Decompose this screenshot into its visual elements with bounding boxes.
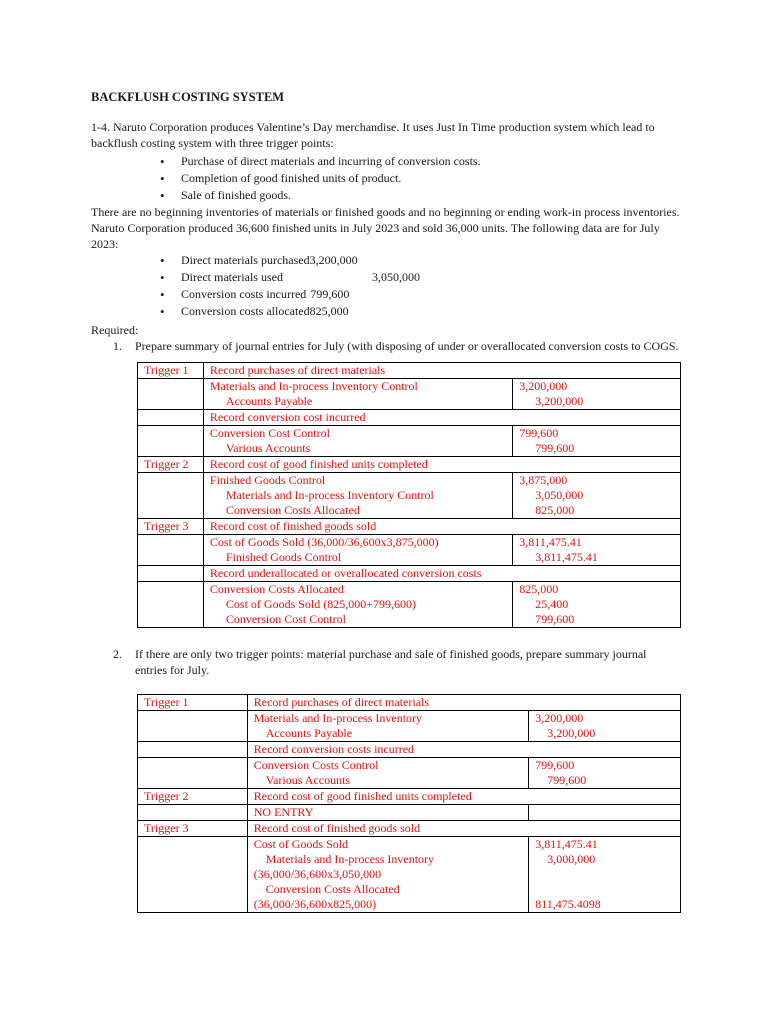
- table-row: [138, 457, 681, 473]
- credit-amount: 25,400: [535, 597, 569, 611]
- data-value: 3,050,000: [371, 270, 420, 284]
- credit-amount: 825,000: [535, 503, 575, 517]
- entry-description: Record cost of finished goods sold: [203, 519, 680, 535]
- debit-amount: 3,811,475.41: [535, 837, 598, 851]
- entry-description: NO ENTRY: [247, 805, 528, 821]
- data-list: [91, 252, 681, 320]
- credit-account: Materials and In-process Inventory: [265, 852, 435, 866]
- calculation-note: (36,000/36,600x3,050,000: [253, 867, 382, 881]
- credit-account: Finished Goods Control: [225, 550, 342, 564]
- credit-account: Conversion Cost Control: [225, 612, 346, 626]
- entry-description: Record conversion costs incurred: [247, 742, 680, 758]
- trigger-point-list: [91, 153, 681, 204]
- credit-account: Materials and In-process Inventory Control: [225, 488, 434, 502]
- table-row: [138, 742, 681, 758]
- trigger-label: Trigger 3: [138, 519, 204, 535]
- debit-account: Materials and In-process Inventory: [253, 711, 423, 725]
- credit-amount: 3,050,000: [535, 488, 584, 502]
- list-item: • Completion of good finished units of product.: [91, 170, 681, 187]
- document-heading: BACKFLUSH COSTING SYSTEM: [91, 90, 285, 104]
- data-label: Conversion costs incurred: [181, 287, 307, 301]
- trigger-label: Trigger 1: [138, 363, 204, 379]
- debit-amount: 3,875,000: [519, 473, 568, 487]
- debit-account: Conversion Costs Allocated: [209, 582, 344, 596]
- trigger-label: Trigger 2: [138, 789, 248, 805]
- debit-account: Cost of Goods Sold (36,000/36,600x3,875,000): [209, 535, 439, 549]
- table-row: [138, 821, 681, 837]
- debit-account: Finished Goods Control: [209, 473, 326, 487]
- table-row: [138, 582, 681, 628]
- debit-amount: 799,600: [535, 758, 575, 772]
- question-number: 1.: [113, 339, 122, 353]
- credit-amount: 799,600: [535, 441, 575, 455]
- entry-description: Record cost of good finished units completed: [247, 789, 680, 805]
- entry-description: Record cost of finished goods sold: [247, 821, 680, 837]
- credit-account: Various Accounts: [225, 441, 311, 455]
- debit-amount: 3,811,475.41: [519, 535, 582, 549]
- credit-amount: 3,000,000: [547, 852, 596, 866]
- credit-amount: 799,600: [535, 612, 575, 626]
- table-row: [138, 566, 681, 582]
- debit-account: Conversion Cost Control: [209, 426, 330, 440]
- table-row: [138, 805, 681, 821]
- entry-description: Record purchases of direct materials: [247, 695, 680, 711]
- debit-amount: 3,200,000: [519, 379, 568, 393]
- trigger-label: Trigger 1: [138, 695, 248, 711]
- credit-amount: 799,600: [547, 773, 587, 787]
- data-label: Conversion costs allocated: [181, 304, 310, 318]
- table-row: [138, 789, 681, 805]
- debit-account: Materials and In-process Inventory Control: [209, 379, 418, 393]
- debit-account: Cost of Goods Sold: [253, 837, 349, 851]
- data-value: 799,600: [310, 287, 350, 301]
- credit-amount: 3,200,000: [535, 394, 584, 408]
- credit-amount: 3,811,475.41: [535, 550, 598, 564]
- data-paragraph: There are no beginning inventories of materials or finished goods and no beginning or ending work-in process inventories. Naruto Corporation produced 36,600 finished units in July 2023 and sold 36,000 units. The following data are for July 2023:: [91, 205, 680, 251]
- table-row: [138, 837, 681, 913]
- list-item: [91, 286, 681, 303]
- credit-amount: 3,200,000: [547, 726, 596, 740]
- credit-account: Conversion Costs Allocated: [265, 882, 400, 896]
- journal-table-2: [137, 694, 681, 913]
- table-row: [138, 519, 681, 535]
- table-row: [138, 473, 681, 519]
- trigger-label: Trigger 3: [138, 821, 248, 837]
- table-row: [138, 758, 681, 789]
- required-label: Required:: [91, 323, 139, 337]
- entry-description: Record underallocated or overallocated conversion costs: [203, 566, 680, 582]
- question-text: Prepare summary of journal entries for July (with disposing of under or overallocated conversion costs to COGS.: [135, 339, 679, 353]
- entry-description: Record cost of good finished units completed: [203, 457, 680, 473]
- data-value: 3,200,000: [309, 253, 358, 267]
- table-row: [138, 711, 681, 742]
- document-page: [91, 90, 681, 913]
- credit-account: Conversion Costs Allocated: [225, 503, 360, 517]
- table-row: [138, 379, 681, 410]
- table-row: [138, 363, 681, 379]
- journal-table-1: [137, 362, 681, 628]
- debit-amount: 3,200,000: [535, 711, 584, 725]
- entry-description: Record conversion cost incurred: [203, 410, 680, 426]
- credit-account: Accounts Payable: [265, 726, 353, 740]
- table-row: [138, 535, 681, 566]
- credit-account: Cost of Goods Sold (825,000+799,600): [225, 597, 417, 611]
- credit-amount: 811,475.4098: [535, 897, 601, 911]
- trigger-label: Trigger 2: [138, 457, 204, 473]
- table-row: [138, 695, 681, 711]
- data-value: 825,000: [309, 304, 349, 318]
- data-label: Direct materials used: [181, 270, 283, 284]
- list-item: [91, 252, 681, 269]
- list-item: [91, 269, 681, 286]
- debit-amount: 799,600: [519, 426, 559, 440]
- data-label: Direct materials purchased: [181, 253, 310, 267]
- intro-paragraph: 1-4. Naruto Corporation produces Valentine’s Day merchandise. It uses Just In Time production system which lead to backflush costing system with three trigger points:: [91, 120, 655, 150]
- question-2: [91, 646, 681, 678]
- question-text: If there are only two trigger points: material purchase and sale of finished goods, prepare summary journal entries for July.: [135, 647, 647, 677]
- list-item: • Purchase of direct materials and incurring of conversion costs.: [91, 153, 681, 170]
- calculation-note: (36,000/36,600x825,000): [253, 897, 377, 911]
- question-number: 2.: [113, 647, 122, 661]
- table-row: [138, 410, 681, 426]
- table-row: [138, 426, 681, 457]
- list-item: • Sale of finished goods.: [91, 187, 681, 204]
- debit-amount: 825,000: [519, 582, 559, 596]
- credit-account: Accounts Payable: [225, 394, 313, 408]
- credit-account: Various Accounts: [265, 773, 351, 787]
- list-item: [91, 303, 681, 320]
- entry-description: Record purchases of direct materials: [203, 363, 680, 379]
- debit-account: Conversion Costs Control: [253, 758, 379, 772]
- question-1: [91, 338, 681, 354]
